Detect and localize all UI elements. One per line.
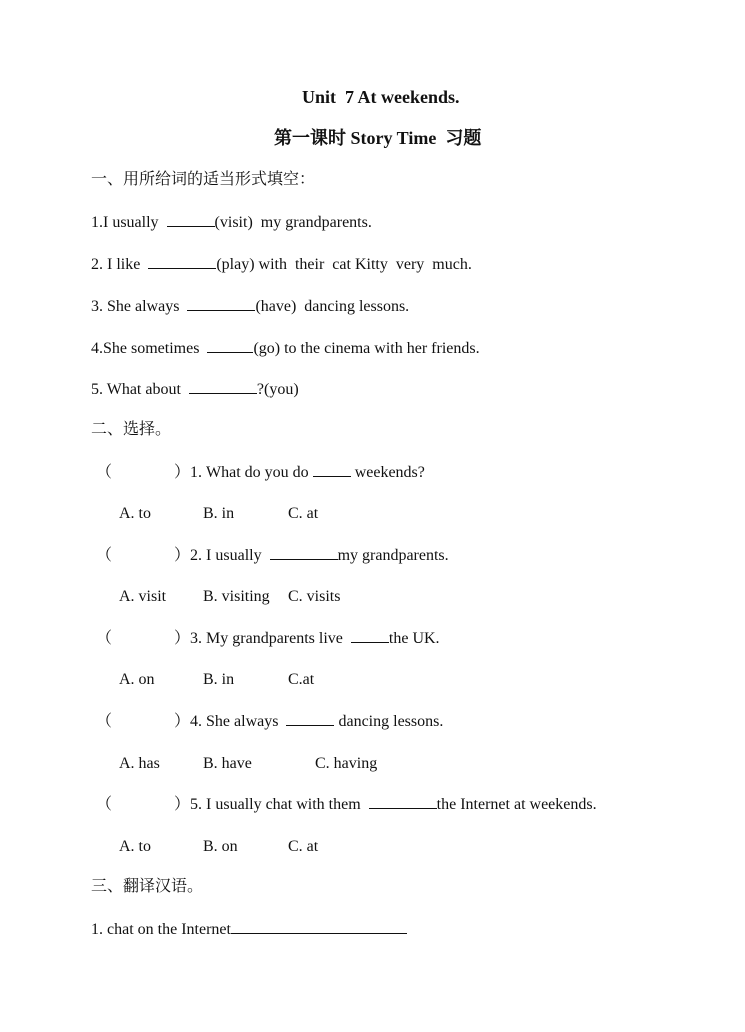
- answer-blank[interactable]: [189, 379, 257, 394]
- section-3-heading: 三、翻译汉语。: [91, 878, 204, 895]
- fill-item-1-post: (visit) my grandparents.: [214, 214, 372, 231]
- question-1-pre: 1. What do you do: [190, 464, 313, 481]
- question-1-post: weekends?: [350, 464, 425, 481]
- option-b[interactable]: B. in: [203, 505, 235, 522]
- choice-question-3: [96, 628, 440, 649]
- answer-blank[interactable]: [351, 628, 389, 643]
- answer-blank[interactable]: [187, 296, 255, 311]
- fill-item-3: [91, 296, 409, 317]
- choice-question-5: [96, 794, 597, 815]
- answer-blank[interactable]: [207, 338, 253, 353]
- answer-paren-close: ）: [174, 713, 191, 730]
- fill-item-5: [91, 379, 299, 400]
- answer-paren-close: ）: [174, 630, 191, 647]
- choice-question-2: [96, 545, 449, 566]
- fill-item-4-pre: 4.She sometimes: [91, 340, 208, 357]
- fill-item-2-pre: 2. I like: [91, 256, 149, 273]
- answer-paren-open[interactable]: （: [96, 630, 113, 647]
- answer-paren-close: ）: [174, 547, 191, 564]
- fill-item-1: [91, 212, 372, 233]
- answer-paren-open[interactable]: （: [96, 464, 113, 481]
- choice-question-1: [96, 462, 425, 483]
- fill-item-4-post: (go) to the cinema with her friends.: [253, 340, 480, 357]
- option-a[interactable]: A. to: [119, 838, 151, 855]
- fill-item-5-pre: 5. What about: [91, 381, 189, 398]
- option-b[interactable]: B. in: [203, 671, 235, 688]
- page-subtitle: 第一课时 Story Time 习题: [274, 128, 482, 148]
- answer-paren-open[interactable]: （: [96, 547, 113, 564]
- option-b[interactable]: B. on: [203, 838, 238, 855]
- fill-item-2-post: (play) with their cat Kitty very much.: [216, 256, 472, 273]
- question-3-pre: 3. My grandparents live: [190, 630, 351, 647]
- question-3-post: the UK.: [388, 630, 440, 647]
- answer-paren-close: ）: [174, 796, 191, 813]
- option-b[interactable]: B. visiting: [203, 588, 270, 605]
- question-4-post: dancing lessons.: [334, 713, 444, 730]
- answer-blank[interactable]: [369, 794, 437, 809]
- answer-blank[interactable]: [313, 462, 351, 477]
- answer-blank[interactable]: [270, 545, 338, 560]
- translate-item-1: [91, 919, 407, 940]
- option-c[interactable]: C. at: [288, 838, 319, 855]
- answer-blank[interactable]: [286, 711, 334, 726]
- option-c[interactable]: C. visits: [288, 588, 341, 605]
- section-1-heading: 一、用所给词的适当形式填空：: [91, 171, 316, 188]
- option-c[interactable]: C.at: [288, 671, 315, 688]
- choice-question-4: [96, 711, 443, 732]
- answer-blank[interactable]: [167, 212, 215, 227]
- fill-item-3-pre: 3. She always: [91, 298, 188, 315]
- answer-paren-close: ）: [174, 464, 191, 481]
- option-b[interactable]: B. have: [203, 755, 252, 772]
- fill-item-5-post: ?(you): [256, 381, 299, 398]
- question-5-pre: 5. I usually chat with them: [190, 796, 369, 813]
- question-4-pre: 4. She always: [190, 713, 287, 730]
- answer-blank[interactable]: [231, 919, 407, 934]
- option-a[interactable]: A. has: [119, 755, 160, 772]
- question-5-post: the Internet at weekends.: [436, 796, 597, 813]
- question-2-pre: 2. I usually: [190, 547, 270, 564]
- option-a[interactable]: A. to: [119, 505, 151, 522]
- question-2-post: my grandparents.: [337, 547, 449, 564]
- fill-item-2: [91, 254, 472, 275]
- option-a[interactable]: A. on: [119, 671, 155, 688]
- option-a[interactable]: A. visit: [119, 588, 167, 605]
- answer-paren-open[interactable]: （: [96, 796, 113, 813]
- answer-blank[interactable]: [148, 254, 216, 269]
- fill-item-3-post: (have) dancing lessons.: [255, 298, 410, 315]
- option-c[interactable]: C. at: [288, 505, 319, 522]
- section-2-heading: 二、选择。: [91, 421, 172, 438]
- fill-item-1-pre: 1.I usually: [91, 214, 167, 231]
- answer-paren-open[interactable]: （: [96, 713, 113, 730]
- translate-item-1-text: 1. chat on the Internet: [91, 921, 231, 938]
- fill-item-4: [91, 338, 480, 359]
- page-title: Unit 7 At weekends.: [302, 87, 460, 107]
- option-c[interactable]: C. having: [315, 755, 378, 772]
